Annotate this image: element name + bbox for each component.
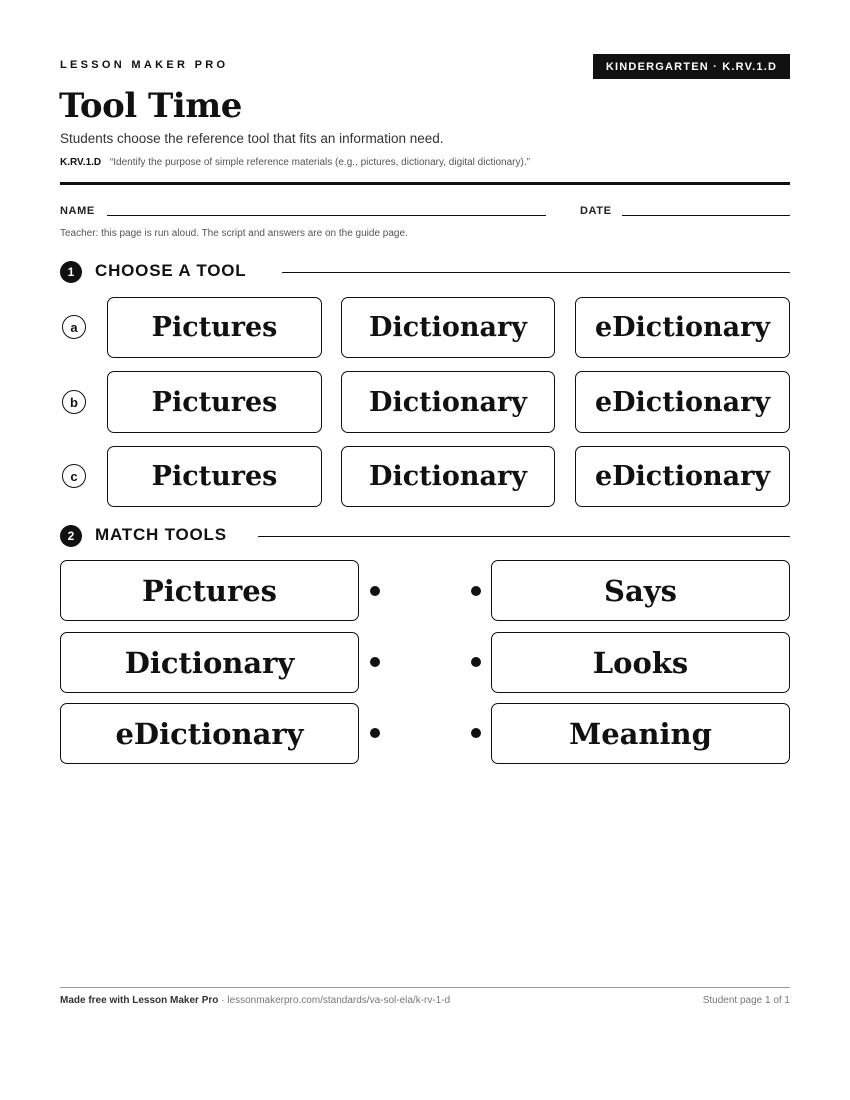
grade-standard-badge: KINDERGARTEN · K.RV.1.D [593,54,790,79]
match-right-looks[interactable]: Looks [491,632,790,693]
brand-name: LESSON MAKER PRO [60,59,229,71]
name-field-line[interactable] [107,215,546,216]
page-subtitle: Students choose the reference tool that fits an information need. [60,131,444,146]
header-divider [60,182,790,185]
date-label: DATE [580,205,612,217]
match-left-pictures[interactable]: Pictures [60,560,359,621]
footer-divider [60,987,790,988]
standard-text: “Identify the purpose of simple reference materials (e.g., pictures, dictionary, digital dictionary).” [109,157,530,168]
name-label: NAME [60,205,95,217]
row-b-option-edictionary[interactable]: eDictionary [575,371,790,433]
date-field-line[interactable] [622,215,790,216]
row-c-option-pictures[interactable]: Pictures [107,446,322,507]
match-left-edictionary[interactable]: eDictionary [60,703,359,764]
page-title: Tool Time [59,86,242,126]
teacher-note: Teacher: this page is run aloud. The script and answers are on the guide page. [60,228,408,239]
footer-made-with: Made free with Lesson Maker Pro [60,995,219,1006]
match-right-says[interactable]: Says [491,560,790,621]
footer-page-number: Student page 1 of 1 [702,995,790,1006]
row-a-letter: a [62,315,86,339]
match-right-dot-1[interactable] [471,586,481,596]
row-a-option-edictionary[interactable]: eDictionary [575,297,790,358]
match-right-meaning[interactable]: Meaning [491,703,790,764]
match-left-dot-2[interactable] [370,657,380,667]
standard-line [60,157,530,168]
match-left-dictionary[interactable]: Dictionary [60,632,359,693]
footer-separator: · [218,995,228,1006]
row-c-option-dictionary[interactable]: Dictionary [341,446,555,507]
section-2-rule [258,536,790,537]
row-b-option-pictures[interactable]: Pictures [107,371,322,433]
section-1-rule [282,272,790,273]
row-a-option-pictures[interactable]: Pictures [107,297,322,358]
footer-credit [60,995,450,1006]
section-2-number: 2 [60,525,82,547]
match-left-dot-3[interactable] [370,728,380,738]
row-b-letter: b [62,390,86,414]
row-c-letter: c [62,464,86,488]
row-c-option-edictionary[interactable]: eDictionary [575,446,790,507]
row-a-option-dictionary[interactable]: Dictionary [341,297,555,358]
section-2-title: MATCH TOOLS [95,525,227,544]
row-b-option-dictionary[interactable]: Dictionary [341,371,555,433]
match-left-dot-1[interactable] [370,586,380,596]
standard-code: K.RV.1.D [60,157,102,168]
section-1-number: 1 [60,261,82,283]
match-right-dot-2[interactable] [471,657,481,667]
section-1-title: CHOOSE A TOOL [95,261,247,280]
match-right-dot-3[interactable] [471,728,481,738]
footer-url[interactable]: lessonmakerpro.com/standards/va-sol-ela/k-rv-1-d [227,995,451,1006]
